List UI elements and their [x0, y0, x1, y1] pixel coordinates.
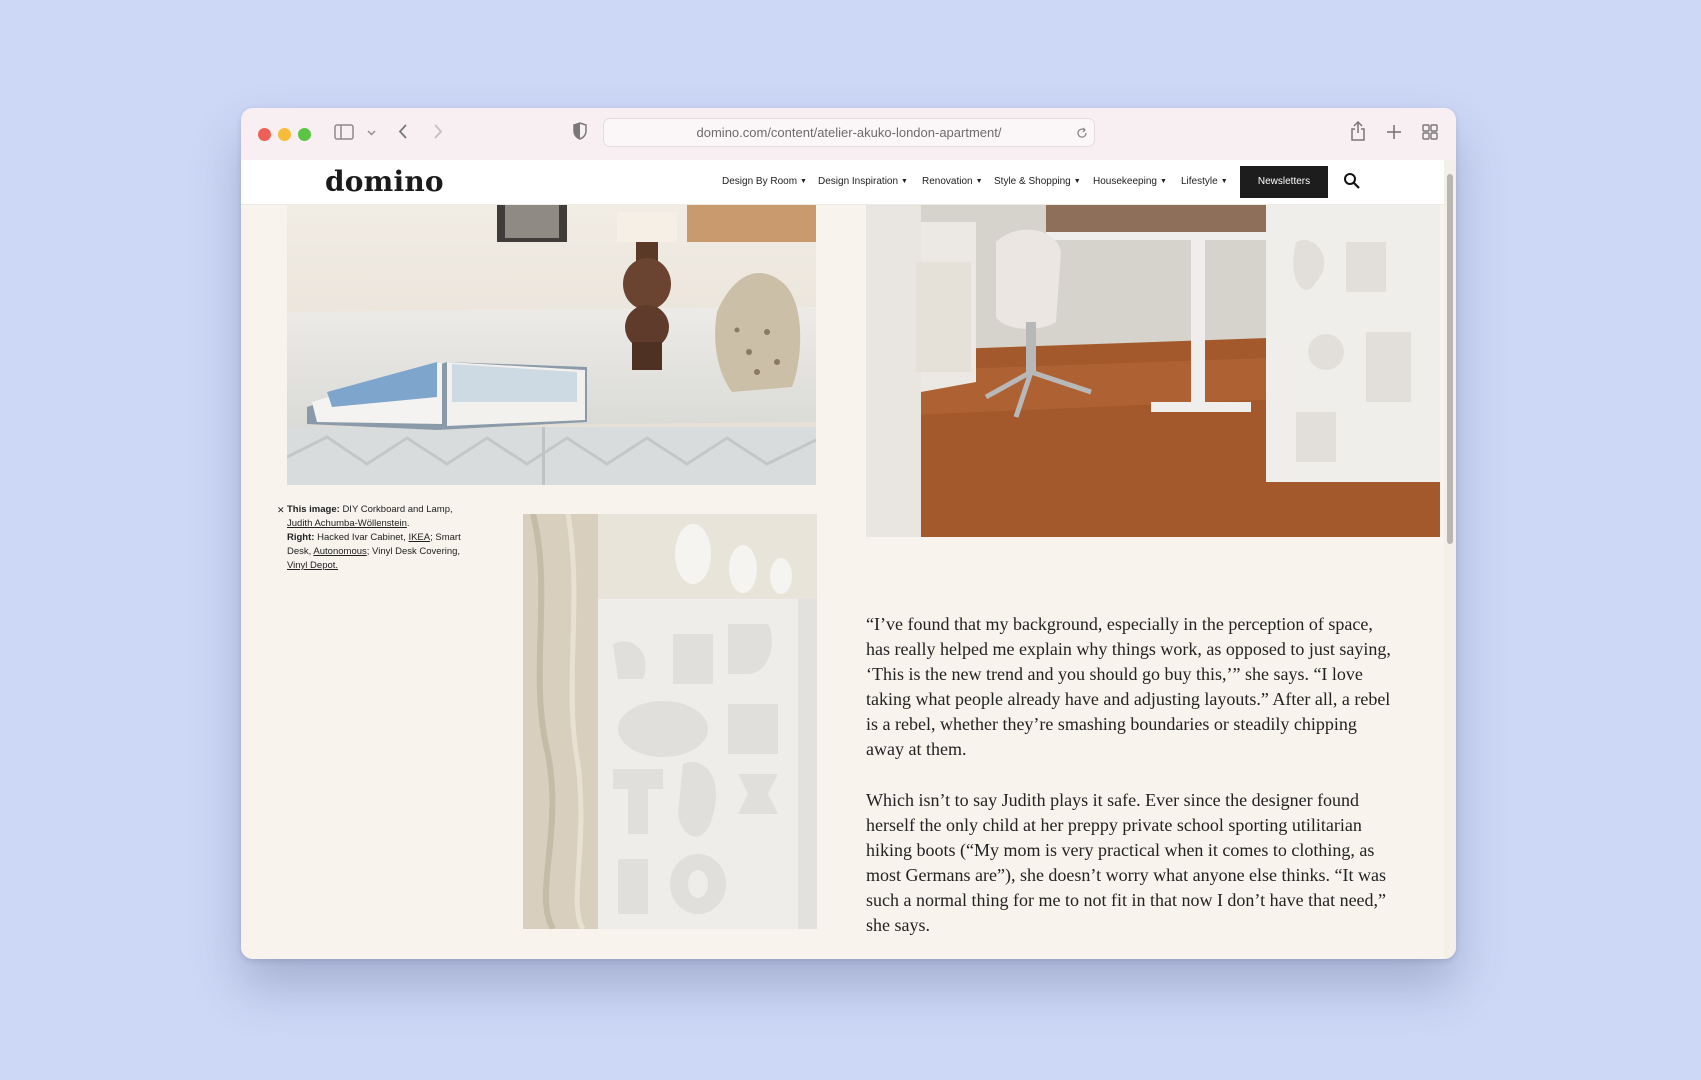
site-logo[interactable]: domino: [325, 165, 444, 198]
nav-label: Housekeeping: [1093, 176, 1157, 187]
nav-lifestyle[interactable]: [1181, 176, 1228, 187]
close-caption-icon[interactable]: ✕: [277, 505, 285, 515]
caption-right-text2: ; Smart Desk,: [287, 532, 461, 557]
web-page: [241, 160, 1456, 959]
privacy-shield-icon[interactable]: [573, 122, 587, 140]
caption-credit-link[interactable]: Judith Achumba-Wöllenstein: [287, 518, 407, 529]
caret-down-icon: ▼: [975, 178, 983, 185]
corkboard-lamp-photo: [287, 202, 816, 485]
caption-right-label: Right:: [287, 532, 315, 543]
caption-right-text3: ; Vinyl Desk Covering,: [366, 546, 461, 557]
search-icon[interactable]: [1343, 172, 1361, 190]
caption-vinyl-link[interactable]: Vinyl Depot.: [287, 560, 339, 571]
caption-this-image-text: DIY Corkboard and Lamp,: [342, 504, 453, 515]
nav-design-inspiration[interactable]: [818, 176, 908, 187]
nav-style-shopping[interactable]: [994, 176, 1081, 187]
nav-housekeeping[interactable]: [1093, 176, 1167, 187]
article-paragraph-1: “I’ve found that my background, especially in the perception of space, has really helped me explain why things work, as opposed to just saying, ‘This is the new trend and you should go buy this,’” she says. “I love taking what people already have and adjusting layouts.” After all, a rebel is a rebel, whether they’re smashing boundaries or steadily chipping away at them.: [866, 614, 1391, 759]
reload-icon[interactable]: [1076, 127, 1088, 139]
caret-down-icon: ▼: [800, 178, 807, 185]
caption-this-image-label: This image:: [287, 504, 340, 515]
share-icon[interactable]: [1350, 121, 1366, 141]
nav-label: Style & Shopping: [994, 176, 1071, 187]
image-caption: [277, 503, 477, 573]
browser-toolbar: [241, 108, 1456, 161]
close-window-button[interactable]: [258, 128, 271, 141]
nav-label: Design By Room: [722, 176, 798, 187]
caption-autonomous-link[interactable]: Autonomous: [313, 546, 367, 557]
cabinet-detail-photo: [523, 514, 817, 929]
corkboard-lamp-image: [287, 202, 816, 485]
minimize-window-button[interactable]: [278, 128, 291, 141]
caret-down-icon: ▼: [1073, 178, 1081, 185]
caret-down-icon: ▼: [901, 178, 908, 185]
nav-label: Design Inspiration: [818, 176, 899, 187]
nav-label: Lifestyle: [1181, 176, 1218, 187]
article-paragraph-2: Which isn’t to say Judith plays it safe. Ever since the designer found herself the only child at her preppy private school sporting utilitarian hiking boots (“My mom is very practical when it comes to clothing, as most Germans are”), she doesn’t worry what anyone else thinks. “It was such a normal thing for me to not fit in that now I don’t have that need,” she says.: [866, 790, 1387, 935]
nav-label: Renovation: [922, 176, 973, 187]
caption-period: .: [406, 518, 410, 529]
page-scrollbar[interactable]: [1444, 160, 1456, 959]
desk-chair-image: [866, 202, 1440, 537]
desk-chair-photo: [866, 202, 1440, 537]
scrollbar-thumb[interactable]: [1447, 174, 1453, 544]
forward-icon[interactable]: [433, 123, 443, 140]
zoom-window-button[interactable]: [298, 128, 311, 141]
caret-down-icon: ▼: [1220, 178, 1228, 185]
url-text: domino.com/content/atelier-akuko-london-apartment/: [696, 125, 1002, 140]
sidebar-icon[interactable]: [334, 124, 354, 140]
address-bar[interactable]: [603, 118, 1095, 147]
caret-down-icon: ▼: [1159, 178, 1167, 185]
site-header: [241, 160, 1444, 205]
caption-right-text1: Hacked Ivar Cabinet,: [317, 532, 406, 543]
chevron-down-icon[interactable]: [367, 130, 376, 136]
tab-overview-icon[interactable]: [1422, 124, 1438, 140]
cabinet-detail-image: [523, 514, 817, 929]
back-icon[interactable]: [398, 123, 408, 140]
caption-ikea-link[interactable]: IKEA: [408, 532, 431, 543]
browser-window: [241, 108, 1456, 959]
nav-renovation[interactable]: [922, 176, 983, 187]
newsletters-button[interactable]: Newsletters: [1240, 166, 1328, 198]
new-tab-icon[interactable]: [1387, 125, 1401, 139]
nav-design-by-room[interactable]: [722, 176, 807, 187]
